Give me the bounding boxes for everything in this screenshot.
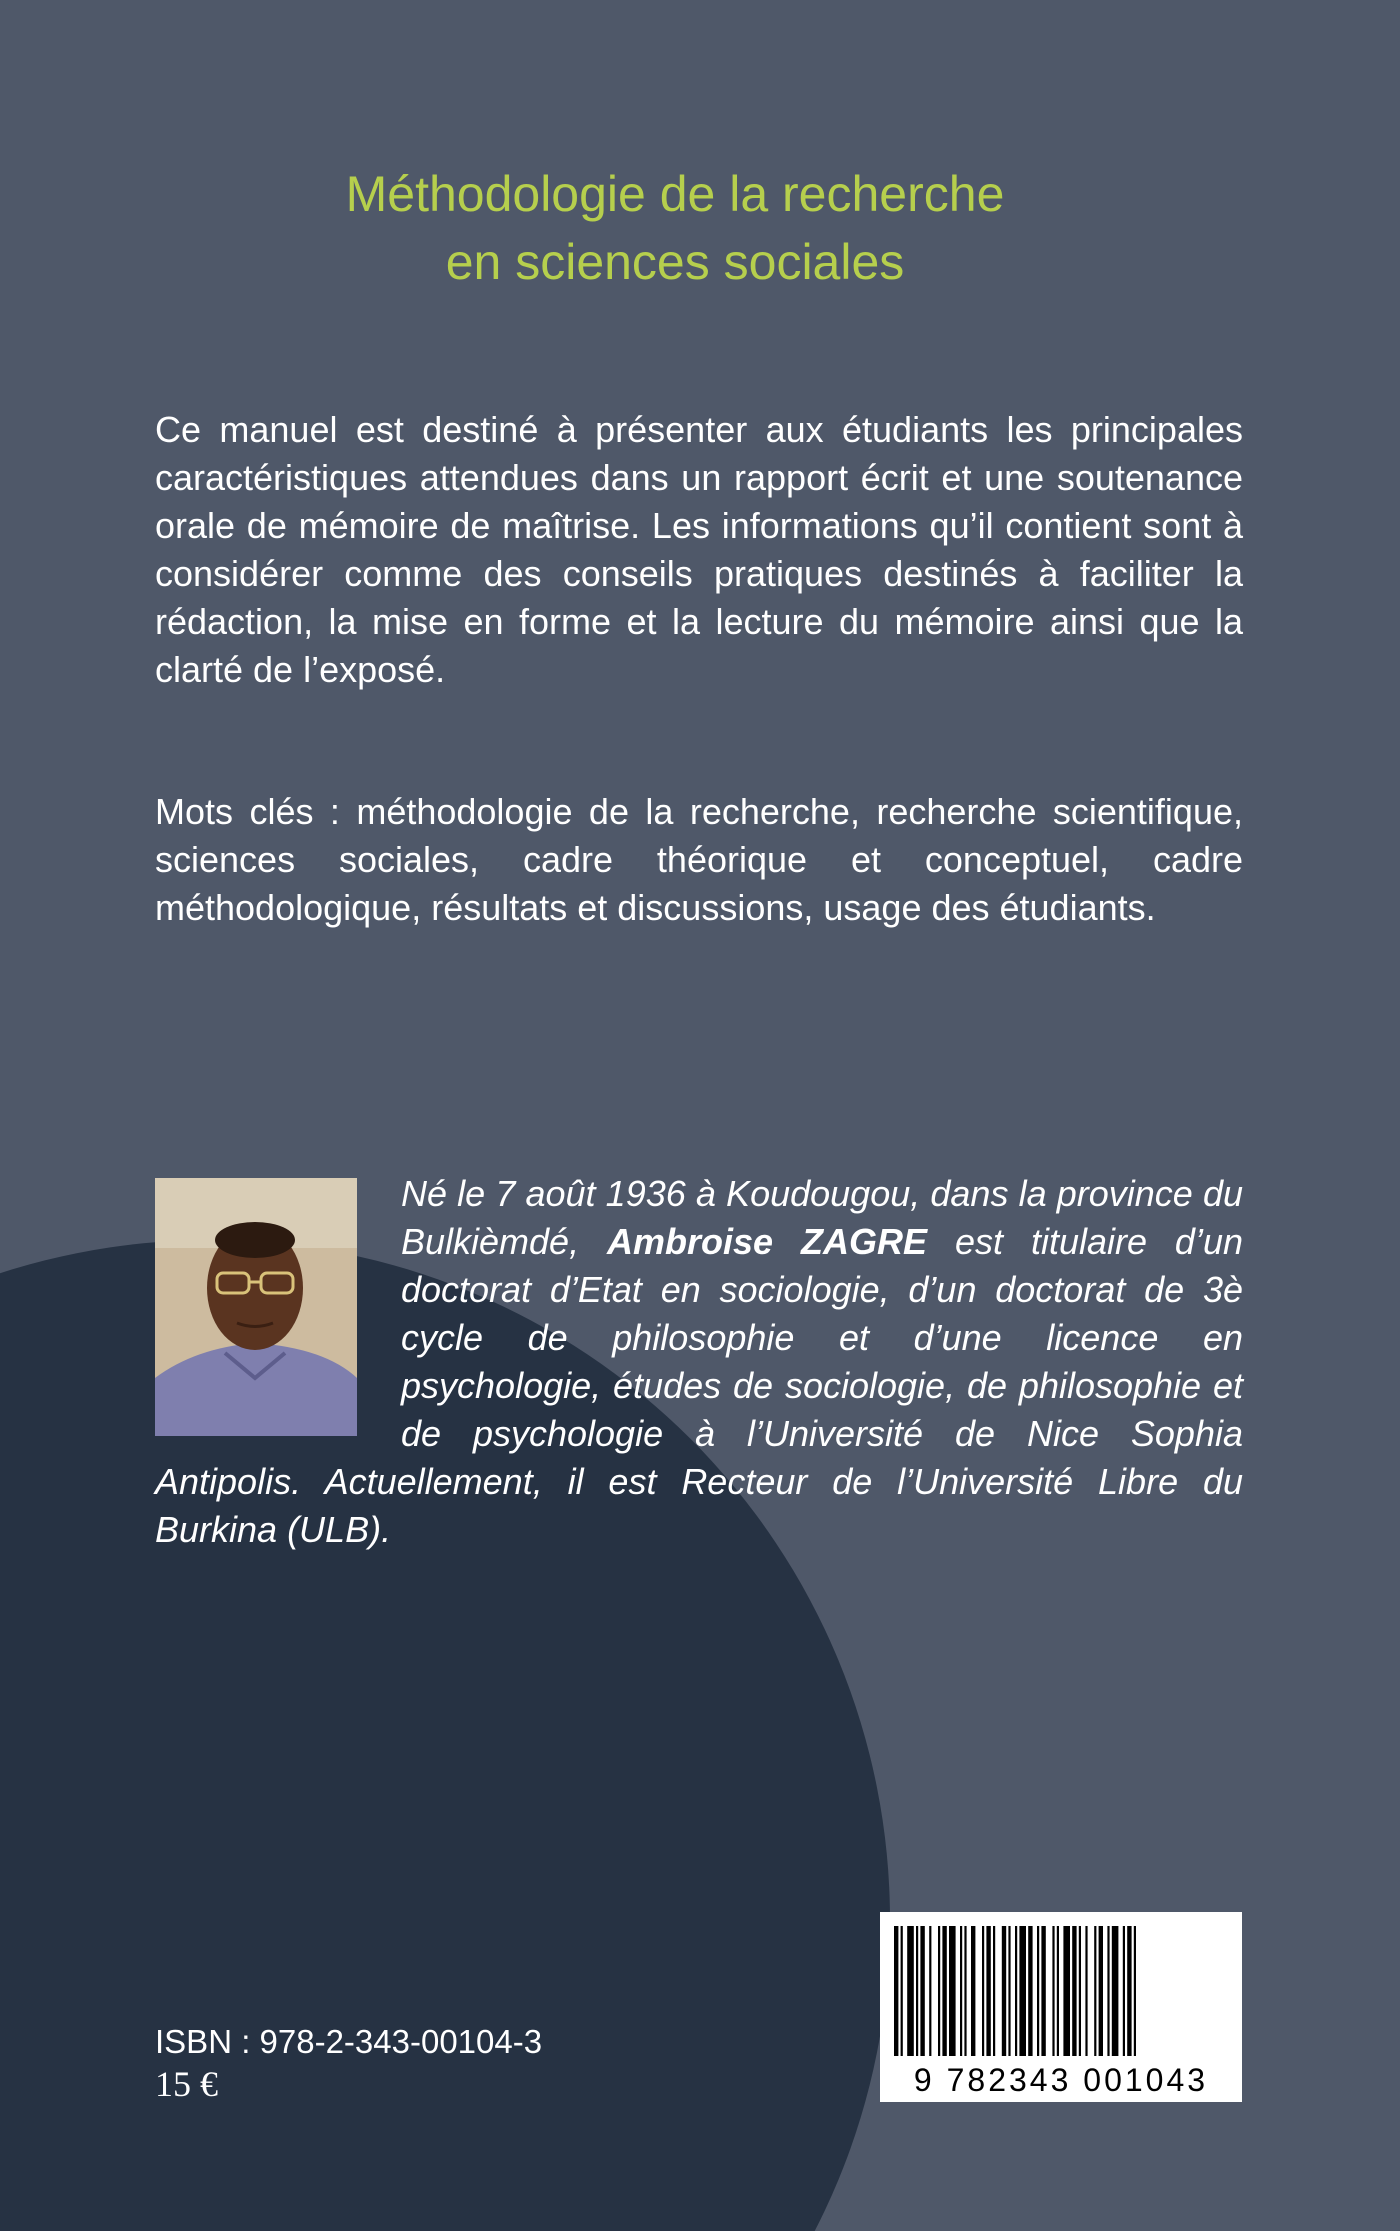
barcode-bar: [1063, 1926, 1070, 2056]
barcode-bar: [1123, 1926, 1125, 2056]
barcode-bar: [916, 1926, 918, 2056]
barcode-bar: [1008, 1926, 1010, 2056]
barcode-bars: [880, 1912, 1242, 2062]
author-bio: [155, 1170, 1243, 1554]
barcode-bar: [1037, 1926, 1039, 2056]
barcode-bar: [1127, 1926, 1131, 2056]
barcode-bar: [1019, 1926, 1026, 2056]
barcode-bar: [894, 1926, 898, 2056]
barcode-bar: [1052, 1926, 1054, 2056]
title-line-2: en sciences sociales: [445, 234, 905, 290]
barcode-bar: [901, 1926, 903, 2056]
barcode-bar: [1057, 1926, 1059, 2056]
barcode-bar: [1107, 1926, 1109, 2056]
barcode-bar: [964, 1926, 966, 2056]
barcode-bar: [971, 1926, 975, 2056]
barcode-bar: [1002, 1926, 1006, 2056]
barcode-bar: [1072, 1926, 1076, 2056]
price: 15 €: [155, 2064, 218, 2104]
barcode-bar: [1112, 1926, 1119, 2056]
bio-text-end: est titulaire d’un doctorat d’Etat en sociologie, d’un doctorat de 3è cycle de philosophie et d’une licence en psychologie, études de sociologie, de philosophie et de psychologie à l’Université de Nice Sophia Antipolis. Actuellement, il est Recteur de l’Université Libre du Burkina (ULB).: [155, 1221, 1243, 1550]
barcode-bar: [1028, 1926, 1032, 2056]
barcode-bar: [1015, 1926, 1017, 2056]
barcode-bar: [960, 1926, 962, 2056]
barcode-bar: [982, 1926, 984, 2056]
book-title: [0, 160, 1350, 296]
barcode-bar: [1041, 1926, 1045, 2056]
barcode-bar: [1134, 1926, 1136, 2056]
barcode-bar: [949, 1926, 956, 2056]
isbn: ISBN : 978-2-343-00104-3: [155, 2023, 543, 2060]
barcode-bar: [1085, 1926, 1087, 2056]
title-line-1: Méthodologie de la recherche: [345, 166, 1005, 222]
barcode-number: 9 782343 001043: [913, 2062, 1209, 2098]
barcode-bar: [907, 1926, 914, 2056]
author-name: Ambroise ZAGRE: [607, 1221, 928, 1262]
barcode-bar: [1079, 1926, 1081, 2056]
summary-paragraph: Ce manuel est destiné à présenter aux étudiants les principales caractéristiques attendues dans un rapport écrit et une soutenance orale de mémoire de maîtrise. Les informations qu’il contient sont à considérer comme des conseils pratiques destinés à faciliter la rédaction, la mise en forme et la lecture du mémoire ainsi que la clarté de l’exposé.: [155, 409, 1243, 690]
bio-text-start: Né le 7 août 1936 à Koudougou, dans la province du Bulkièmdé,: [401, 1173, 1243, 1262]
barcode: [880, 1912, 1242, 2102]
barcode-bar: [938, 1926, 940, 2056]
barcode-bar: [920, 1926, 924, 2056]
author-photo: [155, 1178, 357, 1436]
barcode-bar: [929, 1926, 931, 2056]
barcode-bar: [993, 1926, 995, 2056]
barcode-bar: [1094, 1926, 1096, 2056]
barcode-bar: [942, 1926, 946, 2056]
barcode-bar: [1099, 1926, 1103, 2056]
barcode-bar: [986, 1926, 990, 2056]
keywords-paragraph: Mots clés : méthodologie de la recherche, recherche scientifique, sciences sociales, cadre théorique et conceptuel, cadre méthodologique, résultats et discussions, usage des étudiants.: [155, 791, 1243, 928]
